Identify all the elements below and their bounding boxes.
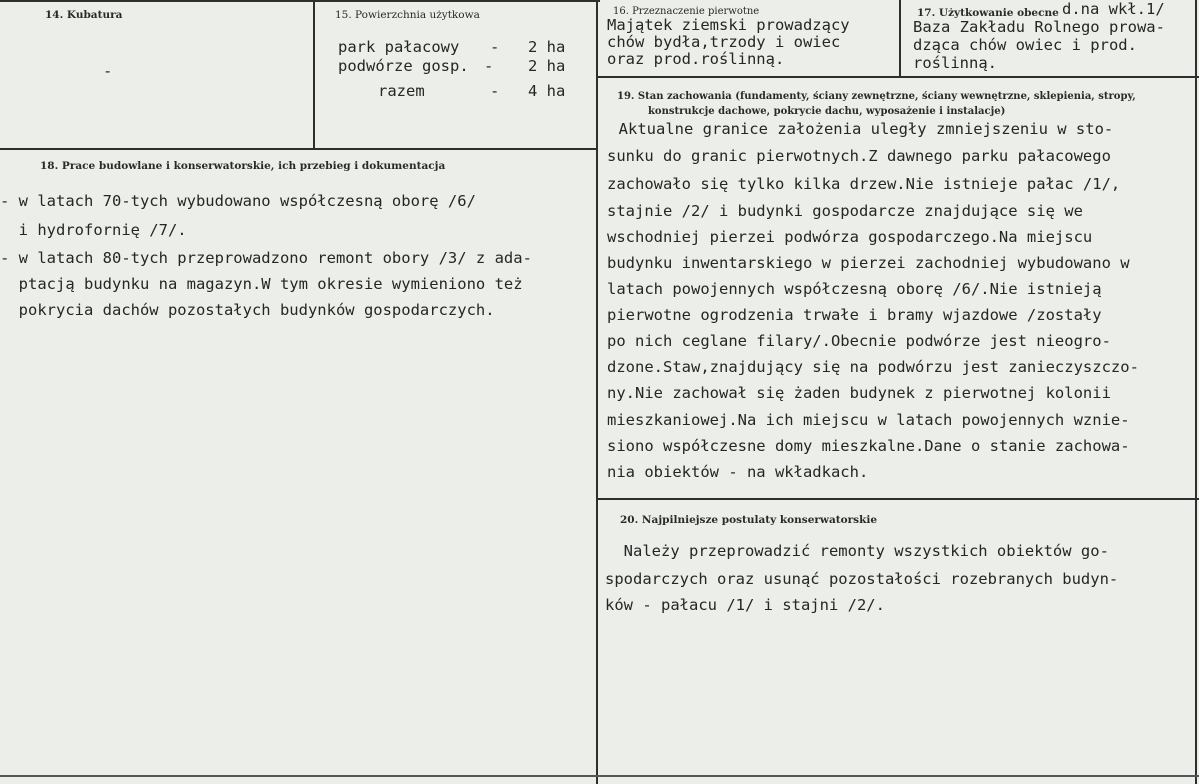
rule-bottom bbox=[0, 775, 1199, 777]
field17-overwrite: d.na wkł.1/ bbox=[1062, 0, 1165, 18]
field19-label-cont: konstrukcje dachowe, pokrycie dachu, wyposażenie i instalacje) bbox=[648, 106, 1006, 117]
rule-vertical-main bbox=[596, 0, 598, 784]
rule-vertical-left bbox=[313, 0, 315, 148]
field15-label: 15. Powierzchnia użytkowa bbox=[335, 9, 480, 21]
text-line: latach powojennych współczesną oborę /6/.Nie istnieją bbox=[607, 280, 1102, 298]
text-line: sunku do granic pierwotnych.Z dawnego parku pałacowego bbox=[607, 147, 1111, 165]
rule-horizontal-19 bbox=[596, 498, 1199, 500]
field14-label: 14. Kubatura bbox=[45, 9, 123, 21]
text-line: ptacją budynku na magazyn.W tym okresie wymieniono też bbox=[0, 275, 523, 293]
text-line: stajnie /2/ i budynki gospodarcze znajdujące się we bbox=[607, 202, 1083, 220]
text-line: budynku inwentarskiego w pierzei zachodniej wybudowano w bbox=[607, 254, 1130, 272]
field20-label: 20. Najpilniejsze postulaty konserwatorskie bbox=[620, 514, 878, 526]
field16-label: 16. Przeznaczenie pierwotne bbox=[613, 6, 760, 17]
text-line: i hydrofornię /7/. bbox=[0, 221, 187, 239]
area-dash: - bbox=[484, 57, 494, 75]
rule-vertical-right-edge bbox=[1195, 0, 1197, 784]
text-line: chów bydła,trzody i owiec bbox=[607, 33, 841, 51]
area-name: podwórze gosp. bbox=[338, 57, 469, 75]
rule-horizontal-1617 bbox=[596, 76, 1199, 78]
text-line: po nich ceglane filary/.Obecnie podwórze jest nieogro- bbox=[607, 332, 1111, 350]
text-line: dzone.Staw,znajdujący się na podwórzu jest zanieczyszczo- bbox=[607, 358, 1139, 376]
text-line: - w latach 80-tych przeprowadzono remont obory /3/ z ada- bbox=[0, 249, 532, 267]
text-line: roślinną. bbox=[913, 54, 997, 72]
text-line: zachowało się tylko kilka drzew.Nie istnieje pałac /1/, bbox=[607, 175, 1121, 193]
area-total-name: razem bbox=[378, 82, 425, 100]
text-line: Aktualne granice założenia uległy zmniejszeniu w sto- bbox=[600, 120, 1114, 138]
text-line: dząca chów owiec i prod. bbox=[913, 36, 1137, 54]
text-line: wschodniej pierzei podwórza gospodarczego.Na miejscu bbox=[607, 228, 1093, 246]
field14-value: - bbox=[103, 62, 113, 80]
area-value: 2 ha bbox=[528, 57, 566, 75]
text-line: - w latach 70-tych wybudowano współczesną oborę /6/ bbox=[0, 192, 476, 210]
text-line: ny.Nie zachował się żaden budynek z pierwotnej kolonii bbox=[607, 384, 1111, 402]
text-line: pokrycia dachów pozostałych budynków gospodarczych. bbox=[0, 301, 495, 319]
text-line: pierwotne ogrodzenia trwałe i bramy wjazdowe /zostały bbox=[607, 306, 1102, 324]
text-line: Majątek ziemski prowadzący bbox=[607, 16, 850, 34]
text-line: nia obiektów - na wkładkach. bbox=[607, 463, 869, 481]
rule-top-left bbox=[0, 0, 600, 2]
field19-label: 19. Stan zachowania (fundamenty, ściany zewnętrzne, ściany wewnętrzne, sklepienia, stropy, bbox=[617, 91, 1136, 102]
rule-horizontal-1415 bbox=[0, 148, 598, 150]
area-dash: - bbox=[490, 38, 500, 56]
text-line: Należy przeprowadzić remonty wszystkich obiektów go- bbox=[605, 542, 1109, 560]
field18-label: 18. Prace budowlane i konserwatorskie, ich przebieg i dokumentacja bbox=[40, 160, 446, 172]
text-line: mieszkaniowej.Na ich miejscu w latach powojennych wznie- bbox=[607, 411, 1130, 429]
field17-label: 17. Użytkowanie obecne bbox=[917, 7, 1059, 19]
text-line: siono współczesne domy mieszkalne.Dane o stanie zachowa- bbox=[607, 437, 1130, 455]
area-name: park pałacowy bbox=[338, 38, 460, 56]
text-line: ków - pałacu /1/ i stajni /2/. bbox=[605, 596, 885, 614]
text-line: spodarczych oraz usunąć pozostałości rozebranych budyn- bbox=[605, 570, 1119, 588]
area-value: 2 ha bbox=[528, 38, 566, 56]
text-line: Baza Zakładu Rolnego prowa- bbox=[913, 18, 1165, 36]
text-line: oraz prod.roślinną. bbox=[607, 50, 785, 68]
area-dash: - bbox=[490, 82, 500, 100]
rule-vertical-right bbox=[899, 0, 901, 78]
area-total-value: 4 ha bbox=[528, 82, 566, 100]
